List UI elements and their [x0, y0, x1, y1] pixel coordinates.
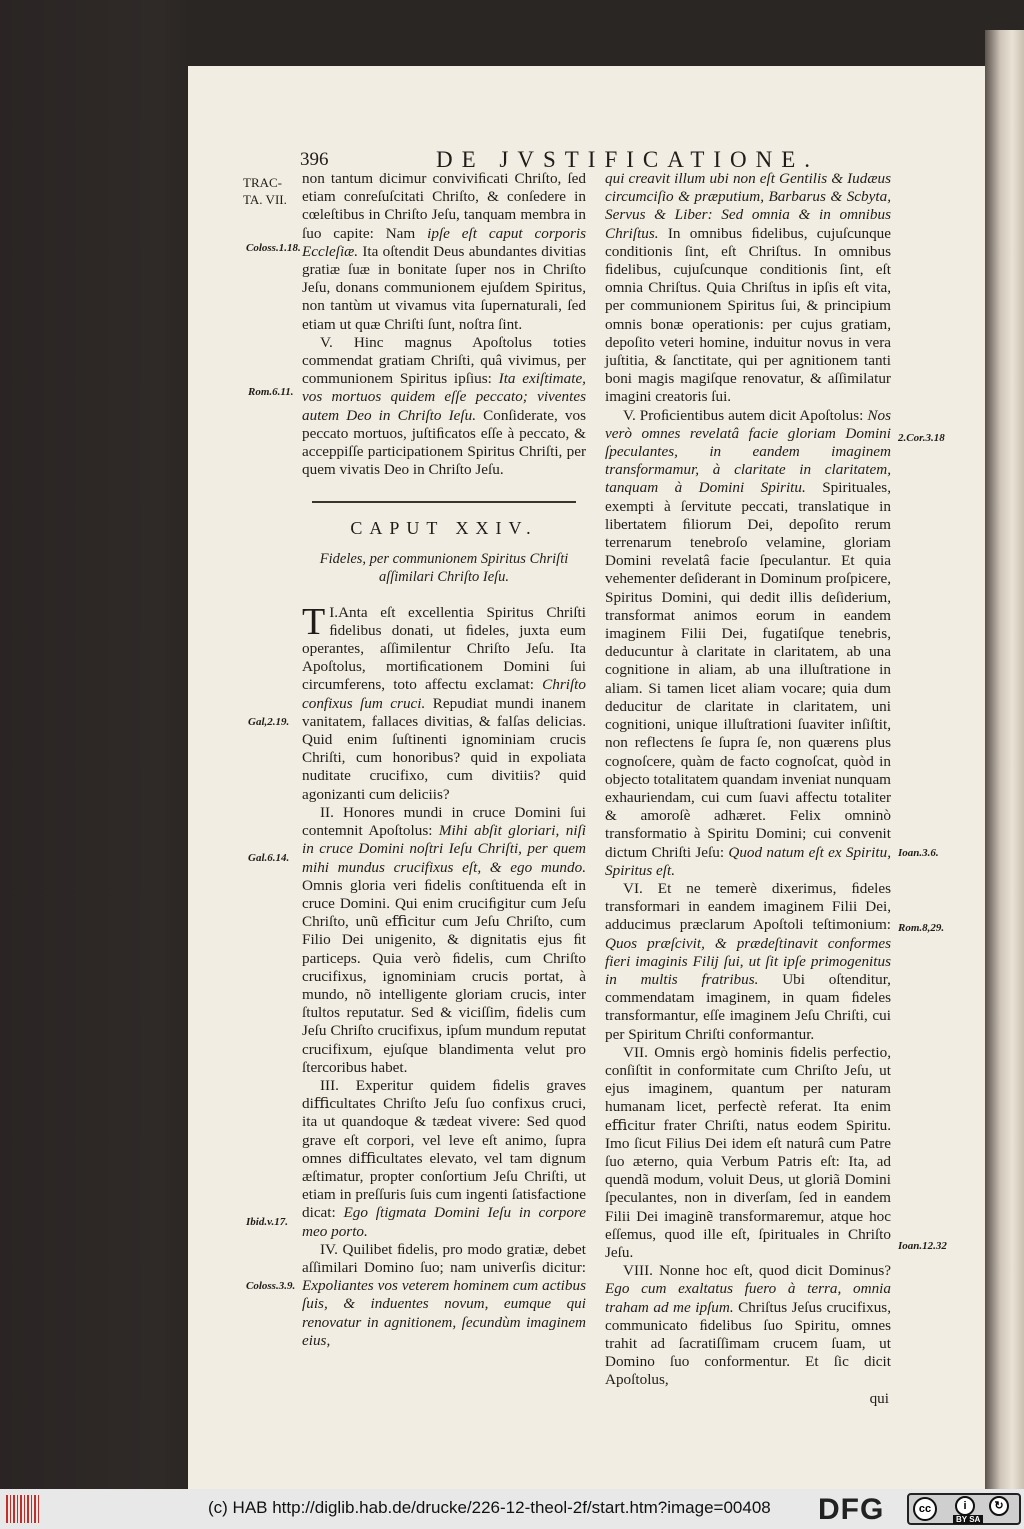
paragraph: IV. Quilibet ﬁdelis, pro modo gratiæ, debet aſſimilari Domino ſuo; nam univerſis dicitur: Expoliantes vos veterem hominem cum actibus ſuis, & induentes novum, eumque qui renovatur in agnitionem, ſecundùm imaginem eius,: [302, 1240, 586, 1349]
margin-note-ioan: Ioan.3.6.: [898, 847, 939, 859]
margin-note-rom-2: Rom.8,29.: [898, 922, 945, 934]
next-page-edge: [985, 30, 1024, 1489]
margin-note-ioan-2: Ioan.12.32: [898, 1240, 947, 1252]
catchword: qui: [869, 1389, 889, 1407]
drop-cap: T: [302, 600, 326, 643]
paragraph: VII. Omnis ergò hominis ﬁdelis perfectio, conſiſtit in conformitate cum Chriſto Jeſu, ut ejus imaginem, quantum per naturam humanam licet, perfectè referat. Ita enim eﬃcitur frater Chriſti, natus eodem Spiritu. Imo ſicut Filius Dei idem eſt naturâ cum Patre ſuo æterno, quia Verbum Patris eſt: Ita, ad quendã modum, voluit Deus, ut gloriã Domini ſpeculantes, non in diverſam, ſed in eandem Filii Dei imaginẽ transformaremur, atque hoc eſſemus, quod ille eſt, ſpirituales in Chriſto Jeſu.: [605, 1043, 891, 1261]
margin-note-cor: 2.Cor.3.18: [898, 432, 945, 444]
paragraph: V. Proﬁcientibus autem dicit Apoſtolus: Nos verò omnes revelatâ facie gloriam Domini ſpeculantes, in eandem imaginem transformamur, à claritate in claritatem, tanquam à Domini Spiritu. Spirituales, exempti à ſervitute peccati, translatique in libertatem ﬁliorum Dei, depoſito rerum terrenarum tenebroſo velamine, gloriam Domini revelatâ facie ſpeculantur. Et quia vehementer deſiderant in Dominum proſpicere, Spiritus Domini, qui dedit illis deſiderium, transformat animos eorum in eandem imaginem Filii Dei, fugatiſque tenebris, deducuntur à claritate in claritatem, ab una cognitione in aliam, ab una illuſtratione in aliam. Si tamen licet aliam vocare; quia dum deducitur de claritate in claritatem, uni cognitioni, unique illuſtrationi ſuaviter inſiſtit, non reflectens ſe ſupra ſe, non quærens plus cognoſcere, quàm de facto cognoſcat, quòd in objecto totalitatem quandam inveniat nunquam exhauriendam, cui cum ſuavi affectu totaliter & amoroſè adhæret. Felix omninò transformatio à Spiritu Domini; cui convenit dictum Chriſti Jeſu: Quod natum eſt ex Spiritu, Spiritus eſt.: [605, 406, 891, 879]
paragraph: qui creavit illum ubi non eſt Gentilis & Iudæus circumciſio & præputium, Barbarus & Scbyta, Servus & Liber: Sed omnia & in omnibus Chriſtus. In omnibus ﬁdelibus, cujuſcunque conditionis ſint, eſt Chriſtus. In omnibus ﬁdelibus, cujuſcunque conditionis ſint, eſt omnia Chriſtus. Quia Chriſtus in ipſis eſt vita, per communionem Spiritus ſui, & principium omnis bonæ operationis: per cujus gratiam, depoſito veteri homine, induitur novus in vera juſtitia, & ſanctitate, qui per agnitionem tanti boni magis magiſque renovatur, & aſſimilatur imagini creatoris ſui.: [605, 170, 891, 406]
running-title: DE JVSTIFICATIONE.: [436, 147, 820, 172]
paragraph: VI. Et ne temerè dixerimus, ﬁdeles transformari in eandem imaginem Filii Dei, adducimus præclarum Apoſtoli teſtimonium: Quos præſcivit, & prædeſtinavit conformes fieri imaginis Filij ſui, ut ſit ipſe primogenitus in multis fratribus. Ubi oſtenditur, commendatam imaginem, in quam ﬁdeles transformantur, eſſe imaginem Jeſu Chriſti, cui per Spiritum Chriſti conformantur.: [605, 879, 891, 1043]
license-badge[interactable]: [907, 1493, 1021, 1525]
paragraph: VIII. Nonne hoc eſt, quod dicit Dominus? Ego cum exaltatus fuero à terra, omnia traham ad me ipſum. Chriſtus Jeſus crucifixus, communicato ﬁdelibus ſuo Spiritu, omnes trahit ad ſacratiſſimam crucem ſuam, ut Domino ſuo conformentur. Et ſic dicit Apoſtolus,: [605, 1262, 892, 1389]
paragraph: I. T Anta eſt excellentia Spiritus Chriſti ﬁdelibus donati, ut ﬁdeles, juxta eum operantes, aſſimilentur Chriſto Jeſu. Ita Apoſtolus, mortiﬁcationem Domini ſui circumferens, toto affectu exclamat: Chriſto confixus ſum cruci. Repudiat mundi inanem vanitatem, fallaces divitias, & falſas delicias. Quid enim ſuſtinenti ignominiam crucis Chriſti, cum honoribus? quid in expoliata nuditate crucifixo, cum divitiis? quid agonizanti cum deliciis?: [302, 600, 586, 803]
chapter-title: CAPUT XXIV.: [350, 518, 538, 539]
section-divider: [312, 501, 576, 503]
barcode-icon: [6, 1495, 40, 1523]
page-number: 396: [300, 149, 329, 170]
share-alike-icon: ↻: [989, 1496, 1009, 1516]
left-column: [302, 170, 586, 1350]
paragraph: non tantum dicimur conviviﬁcati Chriſto, ſed etiam conreſuſcitati Chriſto, & conſedere in cœleſtibus in Chriſto Jeſu, tanquam membra in ſuo capite: Nam ipſe eſt caput corporis Eccleſiæ. Ita oſtendit Deus abundantes divitias gratiæ ſuæ in bonitate ſuper nos in Chriſto Jeſu, donans communionem ejuſdem Spiritus, non tantùm ut vivamus vita ſupernaturali, ſed etiam ut quæ Chriſti ſunt, noſtra ſint.: [302, 170, 587, 333]
right-column: [605, 170, 891, 1408]
margin-note-ibid: Ibid.v.17.: [246, 1216, 289, 1228]
footer-bar: [0, 1489, 1024, 1529]
cc-icon: cc: [913, 1497, 937, 1521]
chapter-summary: Fideles, per communionem Spiritus Chriſti aſſimilari Chriſto Ieſu.: [319, 550, 569, 585]
paragraph: V. Hinc magnus Apoſtolus toties commendat gratiam Chriſti, quâ vivimus, per communionem Spiritus ipſius: Ita exiſtimate, vos mortuos quidem eſſe peccato; viventes autem Deo in Chriſto Ieſu. Conſiderate, vos peccato mortuos, juſtiﬁcatos eſſe à peccato, & acceppiſſe participationem Spiritus Chriſti, per quem vivatis Deo in Chriſto Jeſu.: [302, 333, 587, 479]
book-page: [188, 66, 985, 1489]
license-label: BY SA: [953, 1515, 983, 1524]
margin-tractatus: TRAC-TA. VII.: [243, 175, 287, 207]
margin-note-gal: Gal,2.19.: [248, 716, 290, 728]
margin-note-rom: Rom.6.11.: [248, 386, 294, 398]
margin-note-gal-2: Gal.6.14.: [248, 852, 290, 864]
paragraph: III. Experitur quidem ﬁdelis graves diﬃcultates Chriſto Jeſu ſuo confixus cruci, ita ut quandoque & tædeat vivere: Sed quod grave eſt corpori, vel leve eſt animo, ſupra omnes diﬃcultates elevato, vel tam dignum æſtimatur, propter conſortium Jeſu Chriſti, ut etiam in preſſuris ſuis cum ingenti ſatisfactione dicat: Ego ſtigmata Domini Ieſu in corpore meo porto.: [302, 1076, 586, 1240]
dfg-logo: DFG: [818, 1493, 885, 1526]
paragraph: II. Honores mundi in cruce Domini ſui contemnit Apoſtolus: Mihi abſit gloriari, niſi in cruce Domini noſtri Ieſu Chriſti, per quem mihi mundus crucifixus eſt, & ego mundo. Omnis gloria veri ﬁdelis conſtituenda eſt in cruce Domini. Qui enim cruciﬁgitur cum Jeſu Chriſto, unũ eﬃcitur cum Jeſu Chriſto, cum Filio Dei unigenito, & dignitatis ejus ﬁt particeps. Quia verò ﬁdelis, cum Chriſto crucifixus, ignominiam crucis portat, à mundo, nõ intelligente gloriam crucis, inter ſtultos reputatur. Sed & viciſſim, ﬁdelis cum Jeſu Chriſto crucifixus, ipſum mundum reputat crucifixum, ejuſque blandimenta velut pro ſtercoribus habet.: [302, 803, 587, 1076]
margin-note-coloss: Coloss.1.18.: [246, 242, 301, 254]
attribution-icon: i: [955, 1496, 975, 1516]
source-link[interactable]: (c) HAB http://diglib.hab.de/drucke/226-12-theol-2f/start.htm?image=00408: [208, 1498, 771, 1517]
margin-note-coloss-2: Coloss.3.9.: [246, 1280, 296, 1292]
